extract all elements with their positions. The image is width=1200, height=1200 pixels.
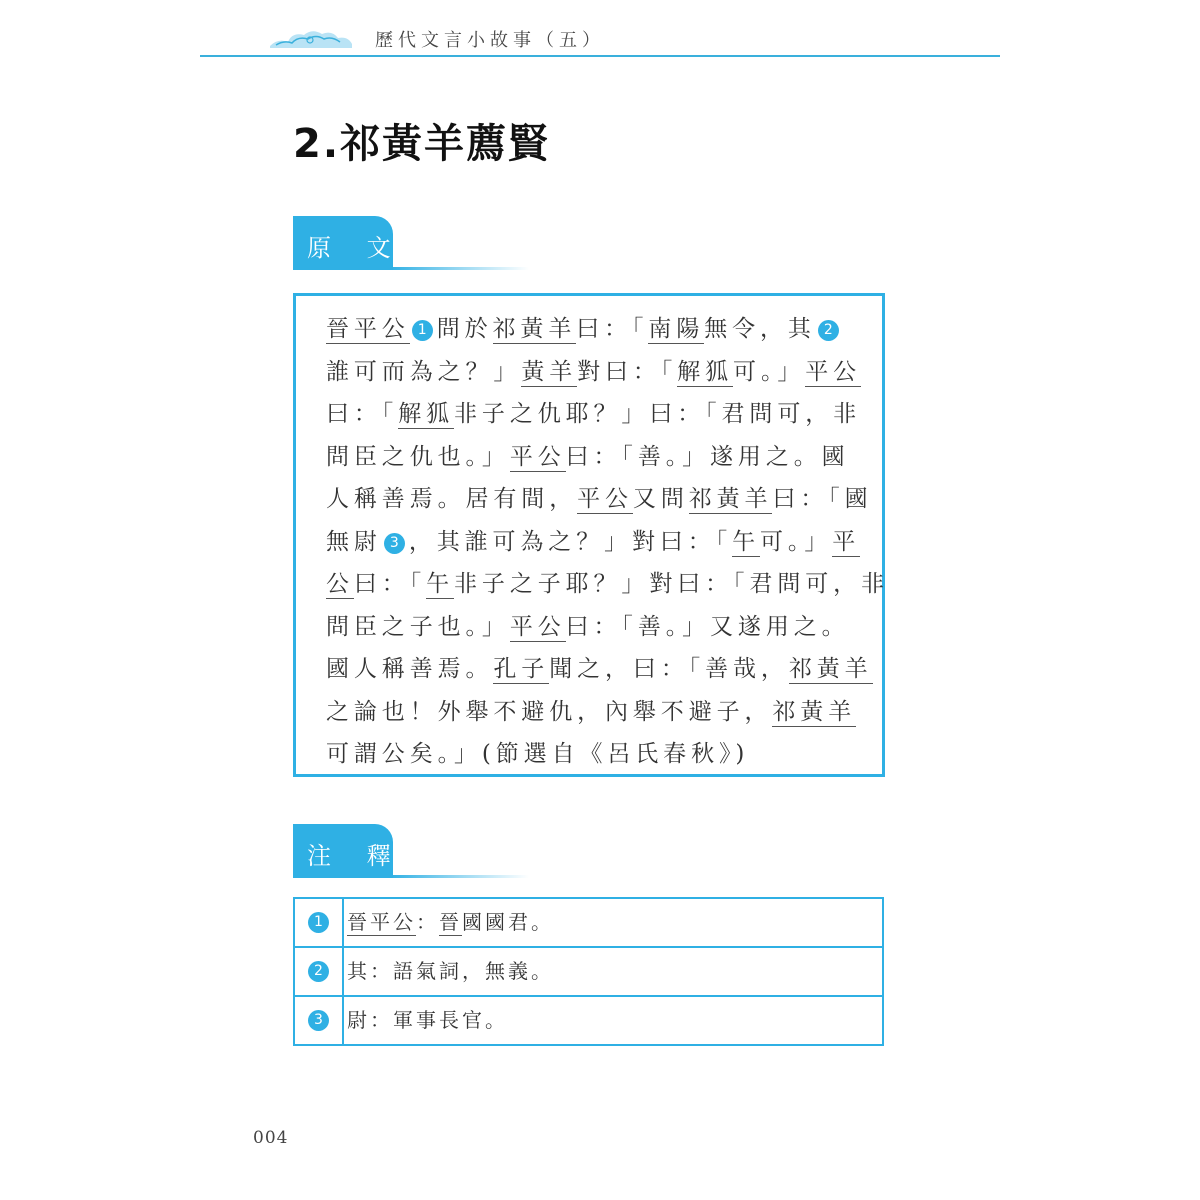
text-run: 曰：「 (326, 401, 399, 427)
text-run: 聞之，曰：「善哉， (549, 656, 789, 682)
proper-noun: 南陽 (648, 316, 705, 342)
text-line-3 (326, 393, 889, 436)
section-tab-original (293, 216, 533, 272)
proper-noun: 孔子 (493, 656, 550, 682)
note-text (347, 899, 554, 946)
note-term: 晉平公 (347, 910, 416, 934)
page-number: 004 (253, 1128, 289, 1148)
original-text-box (293, 293, 889, 777)
note-term: 尉 (347, 1008, 370, 1032)
text-line-9 (326, 648, 889, 691)
note-number-cell (295, 997, 344, 1044)
note-text (347, 948, 554, 995)
proper-noun: 解狐 (677, 358, 734, 385)
proper-noun: 平公 (577, 486, 633, 512)
text-run: 問臣之子也。」 (326, 613, 510, 640)
text-run: 人稱善焉。居有間， (326, 486, 578, 512)
cloud-ornament-icon (268, 26, 354, 52)
book-title: 歷代文言小故事（五） (375, 30, 605, 51)
notes-table (293, 897, 884, 1046)
proper-noun: 晉平公 (326, 316, 410, 342)
text-run: 誰可而為之？」 (326, 358, 522, 385)
note-marker-2: 2 (818, 320, 839, 341)
text-run: ，其誰可為之？」對曰：「 (408, 528, 733, 555)
note-term: 其 (347, 959, 370, 983)
note-def: 語氣詞，無義。 (393, 959, 554, 983)
section-label-notes: 注 釋 (307, 842, 405, 870)
note-text (347, 997, 508, 1044)
proper-noun: 祁黃羊 (772, 698, 857, 725)
text-run: 問臣之仇也。」 (326, 443, 510, 470)
text-run: 問於 (436, 316, 493, 342)
proper-noun: 公 (326, 571, 354, 597)
proper-noun: 平公 (509, 443, 566, 470)
note-colon: ： (370, 1008, 393, 1032)
note-def-noun: 晉 (439, 910, 462, 934)
proper-noun: 午 (732, 528, 761, 555)
note-row (295, 948, 882, 997)
section-tab-underline (389, 875, 529, 878)
text-run: 可謂公矣。」(節選自《呂氏春秋》) (326, 741, 750, 767)
text-run: 非子之仇耶？」曰：「君問可，非 (454, 401, 862, 427)
proper-noun: 平公 (509, 613, 566, 640)
text-run: 曰：「善。」遂用之。國 (565, 443, 850, 470)
text-run: 國人稱善焉。 (326, 656, 494, 682)
text-run: 可。」 (760, 528, 833, 555)
note-colon: ： (370, 959, 393, 983)
chapter-title: 2.祁黃羊薦賢 (293, 121, 551, 167)
text-line-10 (326, 691, 889, 734)
section-tab-underline (389, 267, 529, 270)
text-run: 曰：「 (353, 571, 427, 597)
note-def: 軍事長官。 (393, 1008, 508, 1032)
proper-noun: 平公 (805, 358, 862, 385)
original-text (326, 308, 889, 776)
note-marker-1: 1 (412, 320, 433, 341)
proper-noun: 平 (832, 528, 861, 555)
note-row (295, 899, 882, 948)
proper-noun: 黃羊 (521, 358, 578, 385)
text-run: 對曰：「 (577, 358, 678, 385)
note-row (295, 997, 882, 1046)
text-run: 曰：「 (576, 316, 649, 342)
proper-noun: 午 (426, 571, 455, 597)
header-rule (200, 55, 1000, 57)
text-line-7 (326, 563, 889, 606)
note-colon: ： (416, 910, 439, 934)
note-number: 1 (308, 912, 329, 933)
note-number-cell (295, 948, 344, 995)
note-marker-3: 3 (384, 533, 405, 554)
proper-noun: 解狐 (398, 401, 455, 427)
text-line-1 (326, 308, 889, 351)
text-run: 非子之子耶？」對曰：「君問可，非 (454, 571, 889, 597)
text-run: 無尉 (326, 528, 382, 555)
text-line-5 (326, 478, 889, 521)
text-line-11 (326, 733, 889, 776)
running-header (200, 22, 1000, 58)
note-number-cell (295, 899, 344, 946)
section-tab-notes (293, 824, 533, 880)
section-label-original: 原 文 (307, 234, 405, 262)
proper-noun: 祁黃羊 (492, 316, 577, 342)
note-number: 2 (308, 961, 329, 982)
proper-noun: 祁黃羊 (788, 656, 873, 682)
proper-noun: 祁黃羊 (688, 486, 773, 512)
text-line-2 (326, 351, 889, 394)
text-run: 又問 (632, 486, 689, 512)
text-line-8 (326, 606, 889, 649)
text-line-6 (326, 521, 889, 564)
text-run: 之論也！外舉不避仇，內舉不避子， (326, 698, 773, 725)
text-run: 曰：「國 (772, 486, 873, 512)
note-def: 國國君。 (462, 910, 554, 934)
text-run: 可。」 (733, 358, 806, 385)
text-line-4 (326, 436, 889, 479)
text-run: 曰：「善。」又遂用之。 (565, 613, 850, 640)
text-run: 無令，其 (704, 316, 816, 342)
note-number: 3 (308, 1010, 329, 1031)
